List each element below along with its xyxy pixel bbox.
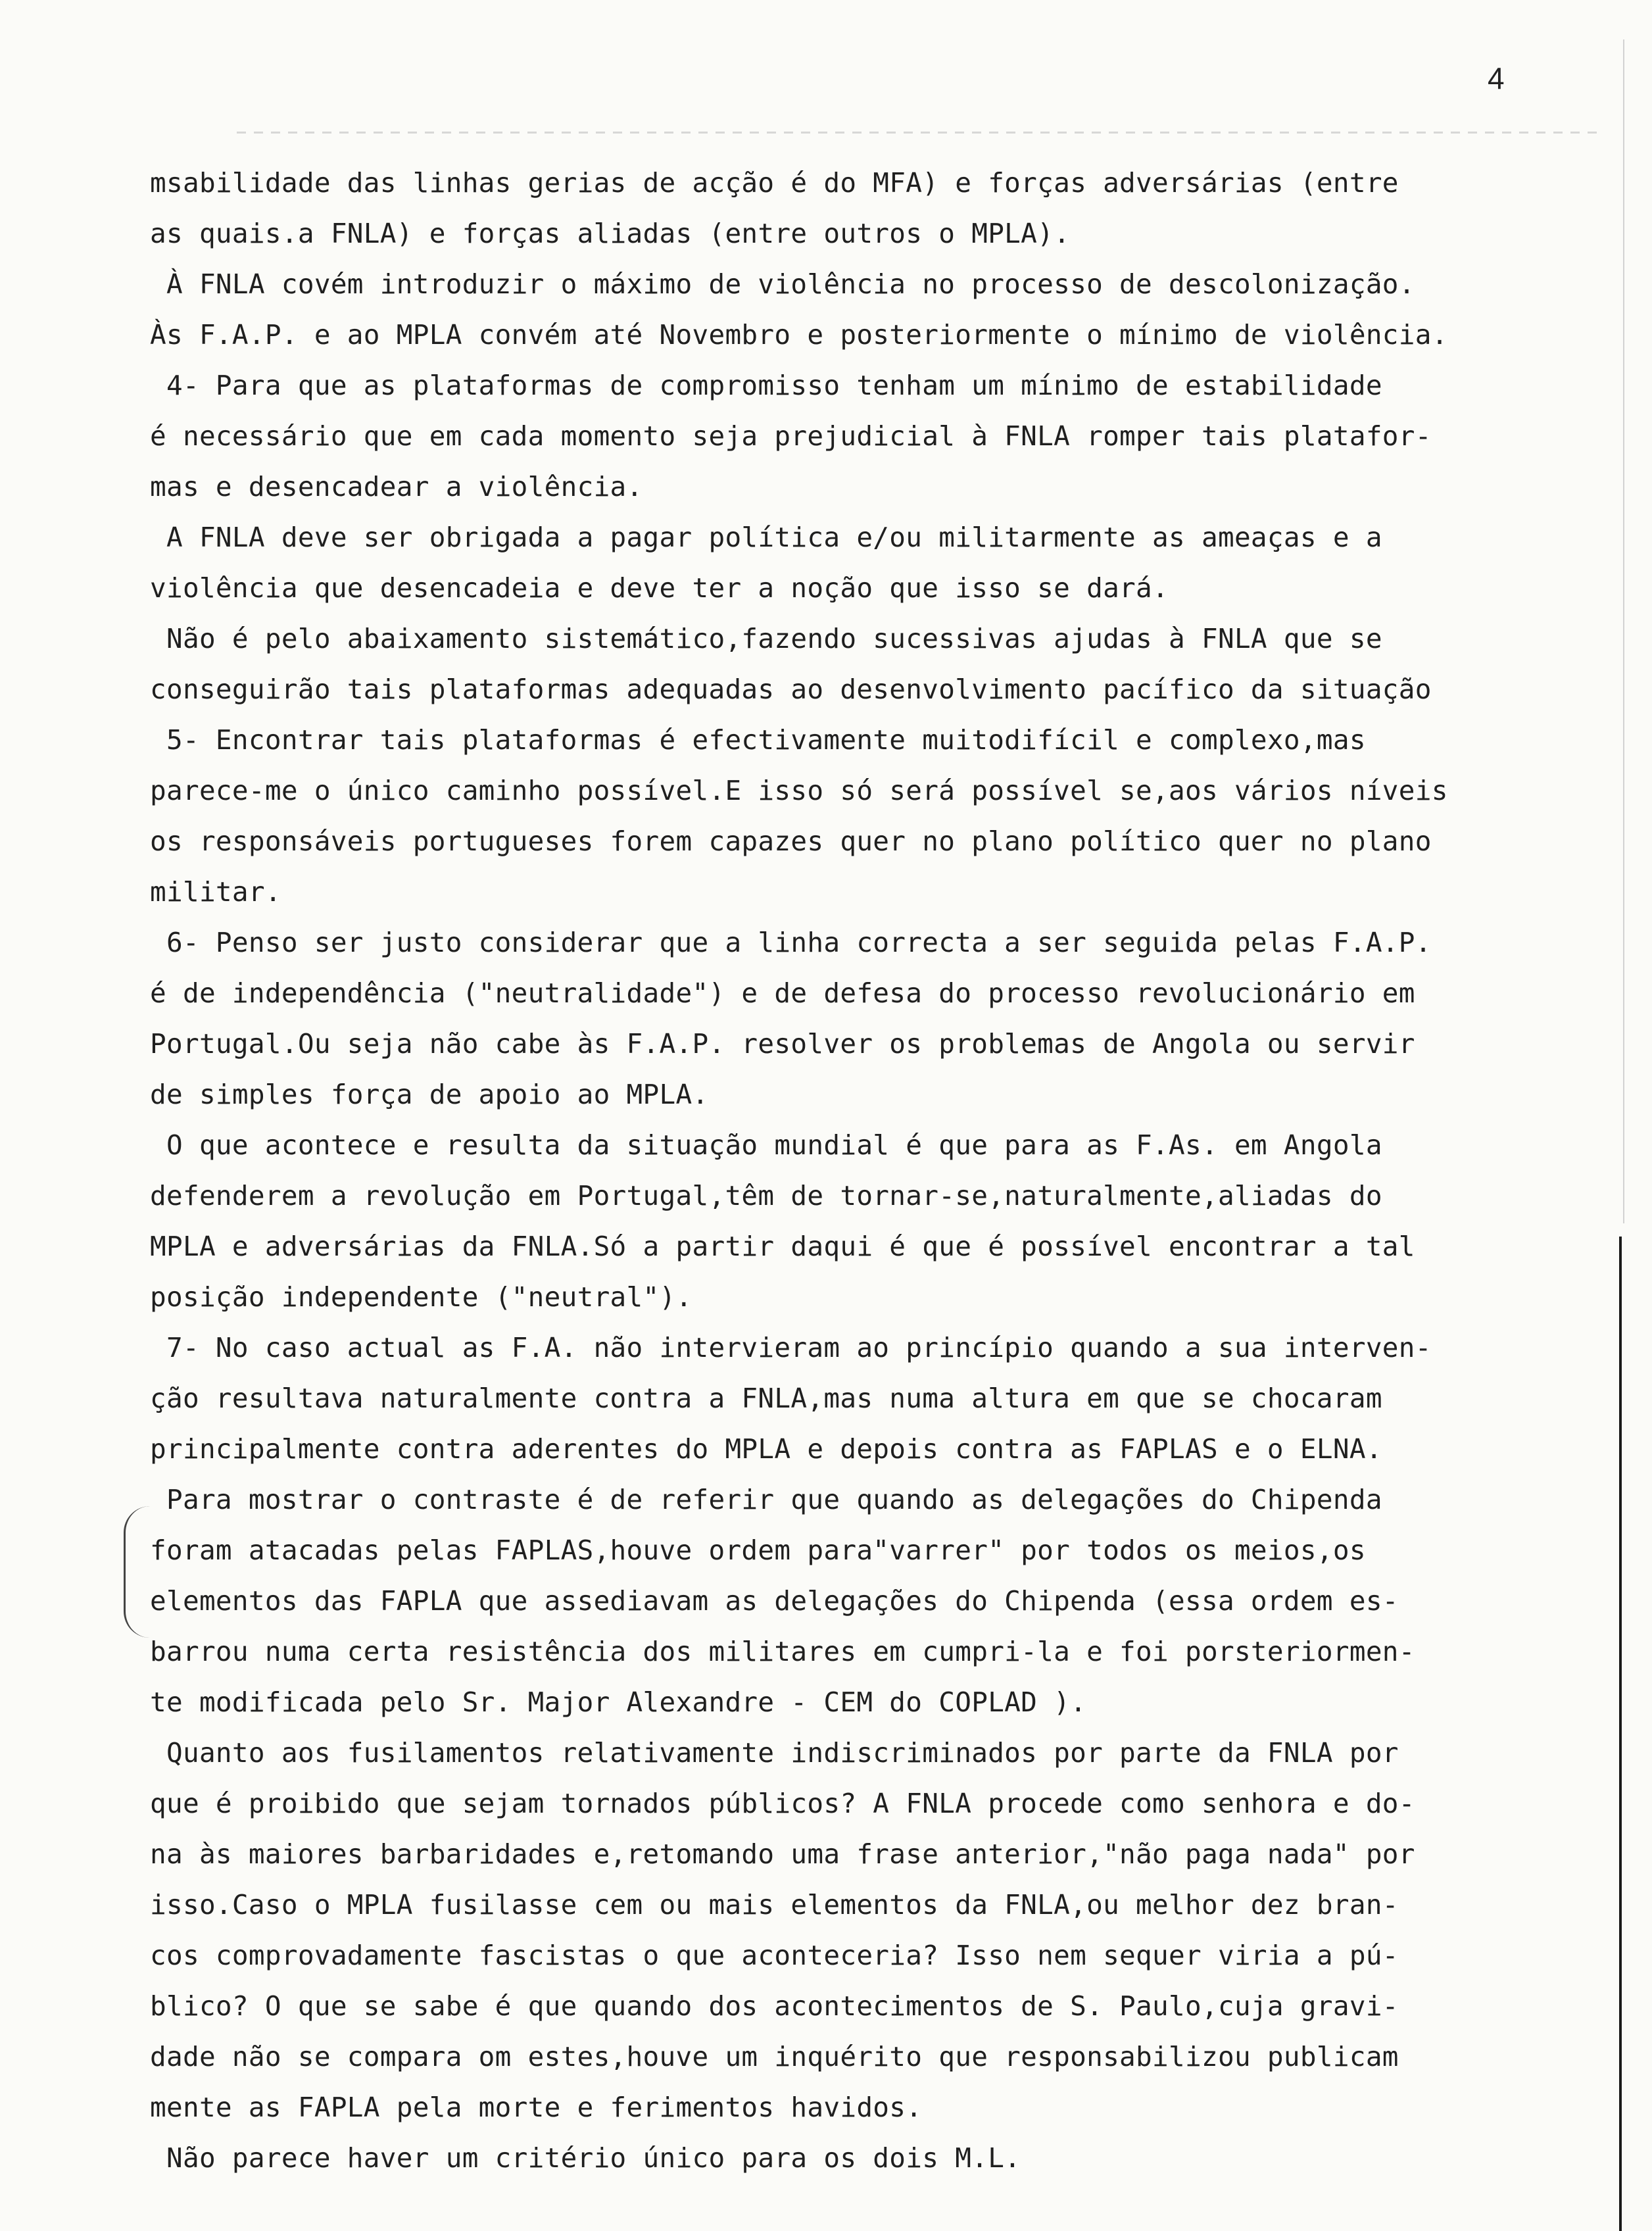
text-line: dade não se compara om estes,houve um inquérito que responsabilizou publicam [150,2041,1399,2072]
text-line: os responsáveis portugueses forem capazes quer no plano político quer no plano [150,825,1432,857]
text-line: mas e desencadear a violência. [150,471,643,503]
text-line: as quais.a FNLA) e forças aliadas (entre outros o MPLA). [150,218,1071,249]
text-line: isso.Caso o MPLA fusilasse cem ou mais elementos da FNLA,ou melhor dez bran- [150,1889,1399,1921]
text-line: MPLA e adversárias da FNLA.Só a partir daqui é que é possível encontrar a tal [150,1231,1415,1262]
text-line: Não é pelo abaixamento sistemático,fazendo sucessivas ajudas à FNLA que se [150,623,1382,654]
body-text [150,158,1577,2184]
text-line: foram atacadas pelas FAPLAS,houve ordem para"varrer" por todos os meios,os [150,1534,1366,1566]
text-line: te modificada pelo Sr. Major Alexandre - CEM do COPLAD ). [150,1686,1087,1718]
text-line: A FNLA deve ser obrigada a pagar política e/ou militarmente as ameaças e a [150,522,1382,553]
text-line: elementos das FAPLA que assediavam as delegações do Chipenda (essa ordem es- [150,1585,1399,1617]
text-line: Para mostrar o contraste é de referir que quando as delegações do Chipenda [150,1484,1382,1515]
text-line: defenderem a revolução em Portugal,têm de tornar-se,naturalmente,aliadas do [150,1180,1382,1212]
text-line: cos comprovadamente fascistas o que aconteceria? Isso nem sequer viria a pú- [150,1940,1399,1971]
text-line: O que acontece e resulta da situação mundial é que para as F.As. em Angola [150,1129,1382,1161]
text-line: violência que desencadeia e deve ter a noção que isso se dará. [150,572,1169,604]
text-line: Portugal.Ou seja não cabe às F.A.P. resolver os problemas de Angola ou servir [150,1028,1415,1060]
text-line: parece-me o único caminho possível.E isso só será possível se,aos vários níveis [150,775,1448,806]
text-line: ção resultava naturalmente contra a FNLA,mas numa altura em que se chocaram [150,1383,1382,1414]
page-edge-upper [1623,39,1624,1223]
text-line: 4- Para que as plataformas de compromisso tenham um mínimo de estabilidade [150,370,1382,401]
text-line: militar. [150,876,281,908]
page-number: 4 [1488,61,1505,95]
text-line: é necessário que em cada momento seja prejudicial à FNLA romper tais platafor- [150,420,1432,452]
text-line: Não parece haver um critério único para os dois M.L. [150,2142,1021,2174]
text-line: blico? O que se sabe é que quando dos acontecimentos de S. Paulo,cuja gravi- [150,1990,1399,2022]
handwritten-margin-brace [124,1506,152,1638]
text-line: 5- Encontrar tais plataformas é efectivamente muitodifícil e complexo,mas [150,724,1366,756]
text-line: 7- No caso actual as F.A. não intervieram ao princípio quando a sua interven- [150,1332,1432,1363]
text-line: é de independência ("neutralidade") e de defesa do processo revolucionário em [150,977,1415,1009]
text-line: mente as FAPLA pela morte e ferimentos havidos. [150,2092,923,2123]
text-line: na às maiores barbaridades e,retomando uma frase anterior,"não paga nada" por [150,1838,1415,1870]
text-line: de simples força de apoio ao MPLA. [150,1079,709,1110]
text-line: Quanto aos fusilamentos relativamente indiscriminados por parte da FNLA por [150,1737,1399,1769]
text-line: Às F.A.P. e ao MPLA convém até Novembro e posteriormente o mínimo de violência. [150,319,1448,351]
text-line: principalmente contra aderentes do MPLA e depois contra as FAPLAS e o ELNA. [150,1433,1382,1465]
text-line: barrou numa certa resistência dos militares em cumpri-la e foi porsteriormen- [150,1636,1415,1667]
text-line: que é proibido que sejam tornados públicos? A FNLA procede como senhora e do- [150,1788,1415,1819]
text-line: À FNLA covém introduzir o máximo de violência no processo de descolonização. [150,268,1415,300]
text-line: posição independente ("neutral"). [150,1281,692,1313]
page-edge-lower [1619,1237,1622,2231]
top-faded-rule [237,132,1605,134]
text-line: 6- Penso ser justo considerar que a linha correcta a ser seguida pelas F.A.P. [150,927,1432,958]
text-line: conseguirão tais plataformas adequadas ao desenvolvimento pacífico da situação [150,674,1432,705]
text-line: msabilidade das linhas gerias de acção é do MFA) e forças adversárias (entre [150,167,1399,199]
